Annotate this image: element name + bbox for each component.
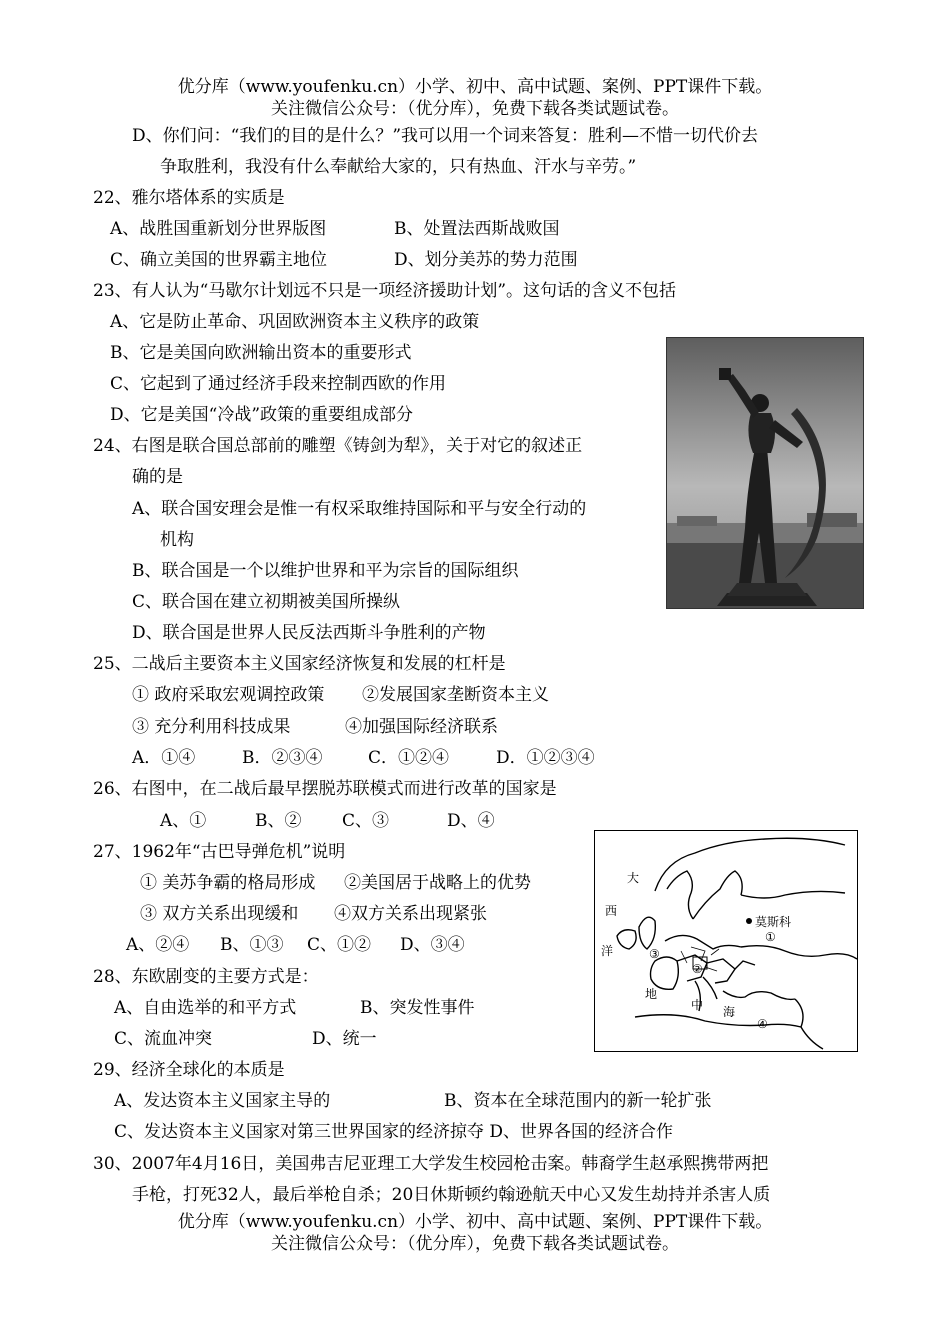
map-marker-4: ④ — [757, 1017, 768, 1031]
q29-stem: 29、经济全球化的本质是 — [93, 1060, 285, 1080]
q23-option-b: B、它是美国向欧洲输出资本的重要形式 — [110, 343, 412, 363]
q27-item-1: ① 美苏争霸的格局形成 — [140, 873, 316, 893]
q27-item-4: ④双方关系出现紧张 — [334, 904, 487, 924]
q25-option-c: C．①②④ — [368, 748, 450, 768]
q21-option-d-line-2: 争取胜利，我没有什么奉献给大家的，只有热血、汗水与辛劳。” — [160, 157, 637, 177]
footer-line-2: 关注微信公众号：（优分库），免费下载各类试题试卷。 — [271, 1234, 679, 1254]
q27-option-a: A、②④ — [126, 935, 190, 955]
q22-option-c: C、确立美国的世界霸主地位 — [110, 250, 328, 270]
q26-option-a: A、① — [160, 811, 207, 831]
map-label-xi: 西 — [605, 904, 618, 918]
map-marker-3: ③ — [649, 947, 660, 961]
q23-option-a: A、它是防止革命、巩固欧洲资本主义秩序的政策 — [110, 312, 480, 332]
map-label-di: 地 — [645, 987, 658, 1001]
q25-item-1: ① 政府采取宏观调控政策 — [132, 685, 325, 705]
q27-item-2: ②美国居于战略上的优势 — [344, 873, 531, 893]
q25-item-4: ④加强国际经济联系 — [345, 717, 498, 737]
q22-option-a: A、战胜国重新划分世界版图 — [110, 219, 327, 239]
q27-stem: 27、1962年“古巴导弹危机”说明 — [93, 842, 346, 862]
q26-option-b: B、② — [255, 811, 302, 831]
q28-option-d: D、统一 — [312, 1029, 377, 1049]
q25-option-d: D．①②③④ — [496, 748, 595, 768]
sculpture-illustration — [667, 338, 863, 608]
map-label-zhong: 中 — [691, 998, 704, 1012]
q29-option-cd: C、发达资本主义国家对第三世界国家的经济掠夺 D、世界各国的经济合作 — [114, 1122, 674, 1142]
map-marker-2: ② — [692, 962, 703, 976]
q21-option-d-line-1: D、你们问：“我们的目的是什么？”我可以用一个词来答复：胜利—不惜一切代价去 — [132, 126, 759, 146]
q23-option-d: D、它是美国“冷战”政策的重要组成部分 — [110, 405, 414, 425]
map-label-moscow: 莫斯科 — [755, 915, 792, 929]
q24-option-a-line-2: 机构 — [160, 530, 194, 550]
q22-option-d: D、划分美苏的势力范围 — [394, 250, 578, 270]
q28-option-c: C、流血冲突 — [114, 1029, 213, 1049]
q26-option-d: D、④ — [447, 811, 495, 831]
q23-option-c: C、它起到了通过经济手段来控制西欧的作用 — [110, 374, 447, 394]
q25-option-b: B．②③④ — [242, 748, 323, 768]
q28-option-a: A、自由选举的和平方式 — [114, 998, 297, 1018]
q27-option-c: C、①② — [307, 935, 372, 955]
q28-option-b: B、突发性事件 — [360, 998, 475, 1018]
q24-stem-line-1: 24、右图是联合国总部前的雕塑《铸剑为犁》，关于对它的叙述正 — [93, 436, 583, 456]
footer-line-1: 优分库（www.youfenku.cn）小学、初中、高中试题、案例、PPT课件下载。 — [177, 1212, 773, 1232]
q25-item-3: ③ 充分利用科技成果 — [132, 717, 291, 737]
map-label-hai: 海 — [723, 1005, 736, 1019]
q24-stem-line-2: 确的是 — [132, 467, 183, 487]
q27-option-b: B、①③ — [220, 935, 284, 955]
sculpture-photo — [666, 337, 864, 609]
q24-option-c: C、联合国在建立初期被美国所操纵 — [132, 592, 401, 612]
q22-stem: 22、雅尔塔体系的实质是 — [93, 188, 285, 208]
q27-option-d: D、③④ — [400, 935, 465, 955]
q23-stem: 23、有人认为“马歇尔计划远不只是一项经济援助计划”。这句话的含义不包括 — [93, 281, 677, 301]
map-label-yang: 洋 — [601, 944, 614, 958]
q25-stem: 25、二战后主要资本主义国家经济恢复和发展的杠杆是 — [93, 654, 506, 674]
header-line-2: 关注微信公众号：（优分库），免费下载各类试题试卷。 — [271, 99, 679, 119]
q25-item-2: ②发展国家垄断资本主义 — [362, 685, 549, 705]
q26-stem: 26、右图中，在二战后最早摆脱苏联模式而进行改革的国家是 — [93, 779, 557, 799]
q29-option-b: B、资本在全球范围内的新一轮扩张 — [444, 1091, 712, 1111]
header-line-1: 优分库（www.youfenku.cn）小学、初中、高中试题、案例、PPT课件下载。 — [177, 77, 773, 97]
europe-map — [594, 830, 858, 1052]
q24-option-d: D、联合国是世界人民反法西斯斗争胜利的产物 — [132, 623, 486, 643]
q29-option-a: A、发达资本主义国家主导的 — [114, 1091, 331, 1111]
q25-option-a: A．①④ — [132, 748, 196, 768]
q28-stem: 28、东欧剧变的主要方式是： — [93, 967, 319, 987]
q26-option-c: C、③ — [342, 811, 390, 831]
q30-line-1: 30、2007年4月16日，美国弗吉尼亚理工大学发生校园枪击案。韩裔学生赵承熙携带两把 — [93, 1154, 769, 1174]
q24-option-a-line-1: A、联合国安理会是惟一有权采取维持国际和平与安全行动的 — [132, 499, 587, 519]
q24-option-b: B、联合国是一个以维护世界和平为宗旨的国际组织 — [132, 561, 519, 581]
q30-line-2: 手枪，打死32人，最后举枪自杀；20日休斯顿约翰逊航天中心又发生劫持并杀害人质 — [132, 1185, 771, 1205]
q27-item-3: ③ 双方关系出现缓和 — [140, 904, 299, 924]
map-marker-1: ① — [765, 930, 776, 944]
map-label-da: 大 — [627, 871, 640, 885]
q22-option-b: B、处置法西斯战败国 — [394, 219, 560, 239]
